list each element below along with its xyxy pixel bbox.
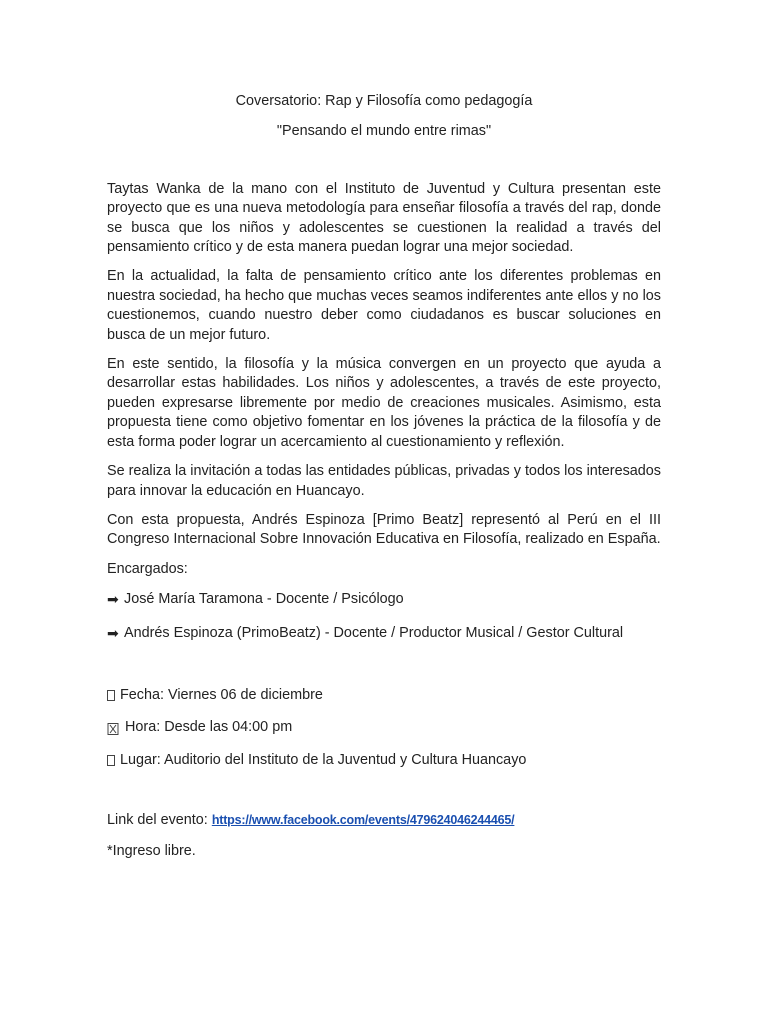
- event-time: [107, 718, 661, 737]
- event-time-text: Hora: Desde las 04:00 pm: [125, 719, 293, 736]
- clock-icon: [107, 722, 120, 734]
- manager-name: Andrés Espinoza (PrimoBeatz) - Docente / Productor Musical / Gestor Cultural: [124, 624, 624, 641]
- paragraph-congress: Con esta propuesta, Andrés Espinoza [Primo Beatz] representó al Perú en el III Congreso Internacional Sobre Innovación Educativa en Filosofía, realizado en España.: [107, 511, 661, 548]
- calendar-icon: [107, 690, 115, 701]
- manager-item: [107, 590, 661, 609]
- event-link-line: [107, 811, 661, 830]
- paragraph-intro: Taytas Wanka de la mano con el Instituto de Juventud y Cultura presentan este proyecto que es una nueva metodología para enseñar filosofía a través del rap, donde se busca que los niños y adolescentes se cuestionen la realidad a través del pensamiento crítico y de esta manera puedan lograr una mejor sociedad.: [107, 180, 661, 256]
- manager-item: [107, 624, 661, 643]
- footer-note: *Ingreso libre.: [107, 842, 196, 859]
- manager-name: José María Taramona - Docente / Psicólogo: [124, 591, 404, 608]
- paragraph-invitation: Se realiza la invitación a todas las entidades públicas, privadas y todos los interesados para innovar la educación en Huancayo.: [107, 463, 661, 499]
- event-location-text: Lugar: Auditorio del Instituto de la Juventud y Cultura Huancayo: [120, 751, 527, 768]
- paragraph-purpose: En este sentido, la filosofía y la música convergen en un proyecto que ayuda a desarrollar estas habilidades. Los niños y adolescentes, a través de este proyecto, pueden expresarse libremente por medio de creaciones musicales. Asimismo, esta propuesta tiene como objetivo fomentar en los jóvenes la práctica de la filosofía y de esta forma poder lograr un acercamiento al cuestionamiento y reflexión.: [107, 356, 661, 450]
- arrow-right-icon: ➡: [107, 624, 119, 641]
- encargados-label: Encargados:: [107, 560, 188, 577]
- document-title: Coversatorio: Rap y Filosofía como pedagogía: [235, 93, 533, 109]
- arrow-right-icon: ➡: [107, 591, 119, 608]
- paragraph-context: En la actualidad, la falta de pensamiento crítico ante los diferentes problemas en nuestra sociedad, ha hecho que muchas veces seamos indiferentes ante ellos y no los cuestionemos, cuando nuestro deber como ciudadanos es buscar soluciones en busca de un mejor futuro.: [107, 268, 661, 343]
- event-link-label: Link del evento:: [107, 812, 208, 829]
- location-icon: [107, 755, 115, 766]
- event-link[interactable]: https://www.facebook.com/events/479624046244465/: [211, 813, 515, 828]
- event-date: [107, 686, 661, 705]
- event-location: [107, 751, 661, 770]
- event-date-text: Fecha: Viernes 06 de diciembre: [120, 686, 323, 703]
- document-page: [107, 92, 661, 861]
- document-subtitle: "Pensando el mundo entre rimas": [276, 123, 492, 140]
